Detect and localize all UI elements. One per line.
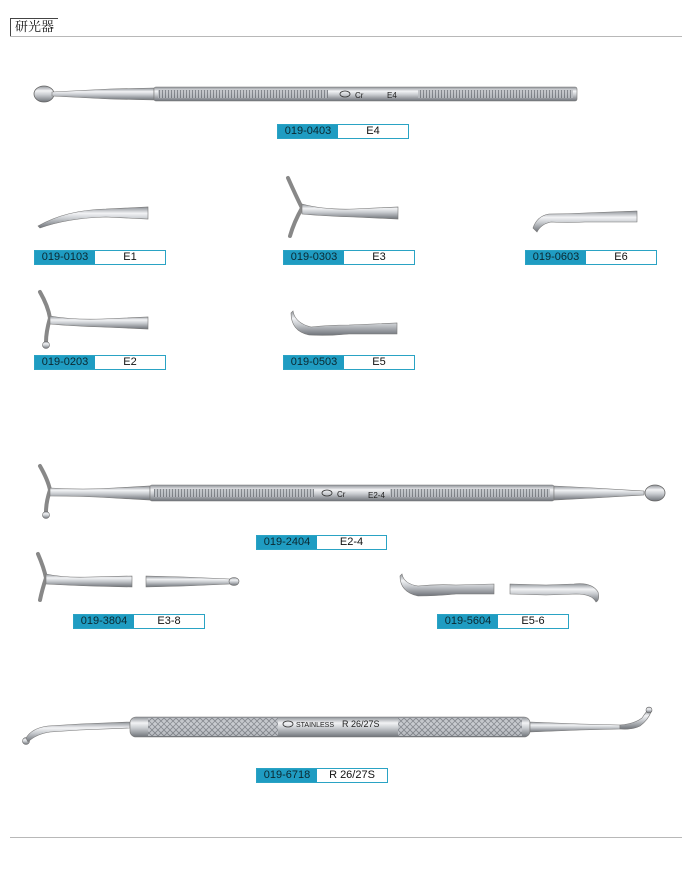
instrument-e5-6-image xyxy=(396,566,608,608)
product-code: 019-0103 xyxy=(35,251,95,264)
model-number: E3-8 xyxy=(157,615,181,627)
instrument-e2-4-image xyxy=(34,462,670,528)
model-number: E6 xyxy=(614,251,628,263)
label-019-0303 xyxy=(283,250,415,265)
instrument-r26-27s-image xyxy=(20,700,660,750)
instrument-e3-image xyxy=(284,176,402,242)
model-number: E1 xyxy=(123,251,137,263)
handle-mark-stainless: STAINLESS xyxy=(296,722,334,729)
model-number: E2 xyxy=(123,356,137,368)
label-019-5604 xyxy=(437,614,569,629)
label-019-0603 xyxy=(525,250,657,265)
handle-mark-model: R 26/27S xyxy=(342,719,380,729)
product-code: 019-2404 xyxy=(257,536,317,549)
instrument-e4-image xyxy=(30,75,590,115)
product-code: 019-0503 xyxy=(284,356,344,369)
handle-mark-cr: Cr xyxy=(355,91,364,100)
product-code: 019-0303 xyxy=(284,251,344,264)
model-number: E5-6 xyxy=(521,615,545,627)
instrument-e2-image xyxy=(36,290,151,352)
label-019-0403 xyxy=(277,124,409,139)
model-number: E5 xyxy=(372,356,386,368)
instrument-e6-image xyxy=(527,200,642,236)
label-019-0503 xyxy=(283,355,415,370)
product-code: 019-0603 xyxy=(526,251,586,264)
model-number: E2-4 xyxy=(339,536,364,548)
product-code: 019-0403 xyxy=(278,125,338,138)
page-header xyxy=(10,18,682,37)
instrument-e1-image xyxy=(36,200,151,232)
handle-mark-model: E4 xyxy=(387,91,397,100)
model-number: E4 xyxy=(366,125,380,137)
label-019-6718 xyxy=(256,768,388,783)
label-019-3804 xyxy=(73,614,205,629)
handle-mark-model: E2-4 xyxy=(368,491,385,500)
label-019-2404 xyxy=(256,535,387,550)
label-019-0203 xyxy=(34,355,166,370)
label-019-0103 xyxy=(34,250,166,265)
handle-mark-cr: Cr xyxy=(337,490,346,499)
product-code: 019-6718 xyxy=(257,769,317,782)
product-code: 019-3804 xyxy=(74,615,134,628)
footer-divider xyxy=(10,837,682,838)
instrument-e5-image xyxy=(289,303,401,345)
page-title: 研光器 xyxy=(10,18,58,36)
instrument-e3-8-image xyxy=(34,552,244,604)
product-code: 019-5604 xyxy=(438,615,498,628)
model-number: R 26/27S xyxy=(329,769,375,781)
model-number: E3 xyxy=(372,251,386,263)
product-code: 019-0203 xyxy=(35,356,95,369)
